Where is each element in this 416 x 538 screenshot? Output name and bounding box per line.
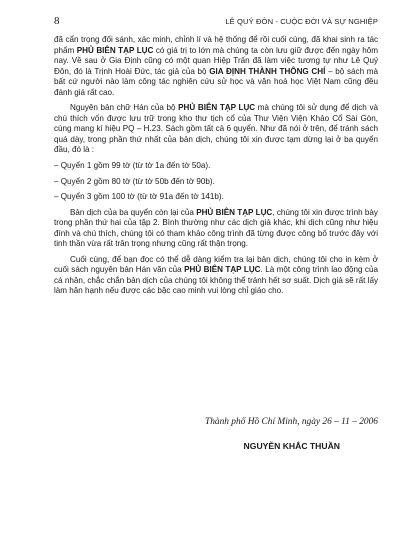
- signature-date: Thành phố Hồ Chí Minh, ngày 26 – 11 – 2006: [204, 417, 378, 427]
- list-item: – Quyển 3 gồm 100 tờ (từ tờ 91a đến tờ 141b).: [54, 192, 224, 202]
- book-title-bold: PHỦ BIÊN TẠP LỤC: [178, 103, 256, 113]
- book-title-bold: PHỦ BIÊN TẠP LỤC: [184, 265, 261, 275]
- signature-block: [54, 416, 378, 452]
- paragraph-3: Bản dịch của ba quyển còn lại của PHỦ BIÊN TẠP LỤC, chúng tôi xin được trình bày trong phần thứ hai của tập 2. Bình thường như các dịch giả khác, khi dịch cũng như hiệu đính và chú thích, chúng tôi có tham khảo công trình đã từng được công bố trước đây với tinh thần vừa rất trân trọng nhưng cũng rất thận trọng.: [54, 207, 378, 249]
- list-item: – Quyển 1 gồm 99 tờ (từ tờ 1a đến tờ 50a).: [54, 161, 211, 171]
- book-title-bold: PHỦ BIÊN TẠP LỤC: [76, 45, 154, 55]
- book-title-bold: PHỦ BIÊN TẠP LỤC: [196, 207, 273, 217]
- book-title-bold: GIA ĐỊNH THÀNH THÔNG CHÍ: [209, 66, 326, 76]
- page-header: [54, 14, 378, 28]
- running-head: LÊ QUÝ ĐÔN - CUỘC ĐỜI VÀ SỰ NGHIỆP: [225, 17, 378, 26]
- list-item: – Quyển 2 gồm 80 tờ (từ tờ 50b đến tờ 90b).: [54, 176, 215, 186]
- paragraph-2: Nguyên bản chữ Hán của bộ PHỦ BIÊN TẠP LỤC mà chúng tôi sử dụng để dịch và chú thích vốn được lưu trữ trong kho thư tịch cổ của Thư Viện Viện Khảo Cổ Sài Gòn, cùng mang kí hiệu PQ – H.23. Sách gồm tất cả 6 quyển. Như đã nói ở trên, để tránh sách quá dày, trong phần thứ nhất của bản dịch, chúng tôi xin được tạm dừng lại ở ba quyển đầu, đó là :: [54, 103, 378, 155]
- paragraph-4: Cuối cùng, để bạn đọc có thể dễ dàng kiểm tra lại bản dịch, chúng tôi cho in kèm ở cuối sách nguyên bản Hán văn của PHỦ BIÊN TẠP LỤC. Là một công trình lao động của cá nhân, chắc chắn bản dịch của chúng tôi không thể tránh hết sơ suất. Dịch giả sẽ rất lấy làm hân hạnh nếu được các bậc cao minh vui lòng chỉ giáo cho.: [54, 254, 378, 296]
- body-text: [54, 35, 378, 297]
- paragraph-1: đã cẩn trọng đối sánh, xác minh, chỉnh lí và hệ thống để rồi cuối cùng, đã khai sinh ra tác phẩm PHỦ BIÊN TẠP LỤC có giá trị to lớn mà chúng ta còn lưu giữ được đến ngày hôm nay. Về sau ở Gia Định cũng có một quan Hiệp Trấn đã làm việc tương tự như Lê Quý Đôn, đó là Trịnh Hoài Đức, tác giả của bộ GIA ĐỊNH THÀNH THÔNG CHÍ – bộ sách mà bất cứ người nào làm công tác nghiên cứu sử học và văn hoá học Việt Nam cũng đều đánh giá rất cao.: [54, 35, 379, 97]
- page-number: 8: [54, 15, 60, 27]
- signature-name: NGUYỄN KHẮC THUẦN: [243, 441, 340, 451]
